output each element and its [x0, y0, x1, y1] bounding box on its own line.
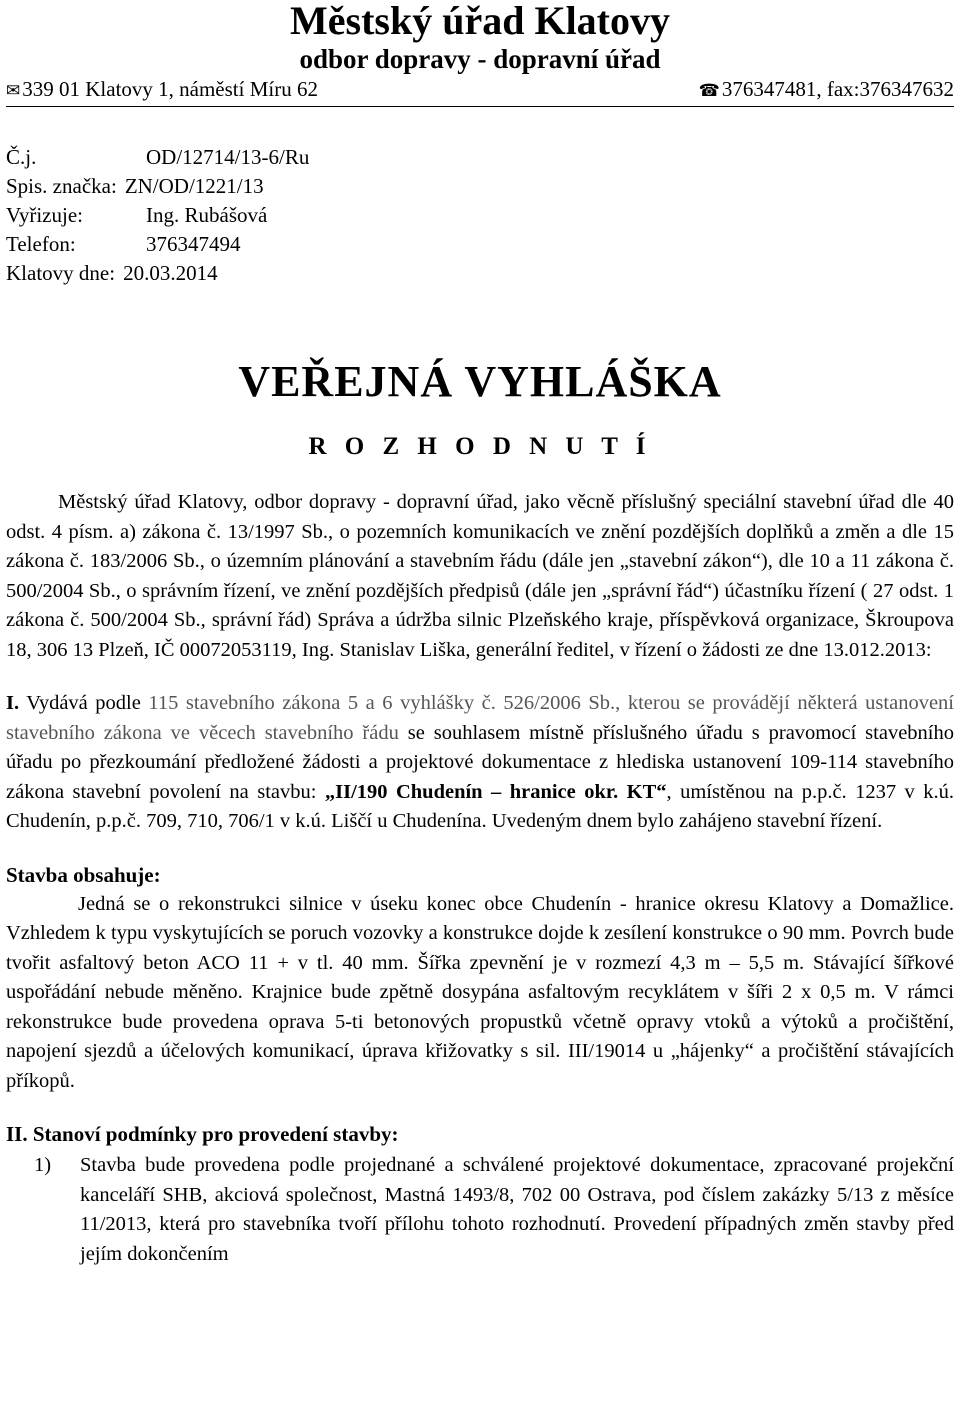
- meta-label: Vyřizuje:: [6, 203, 83, 227]
- meta-label: Spis. značka:: [6, 174, 117, 198]
- meta-label: Č.j.: [6, 145, 37, 169]
- conditions-list: [6, 1151, 954, 1269]
- section-1-paragraph: [6, 689, 954, 837]
- address-block: [6, 76, 318, 104]
- address-text: 339 01 Klatovy 1, náměstí Míru 62: [22, 77, 318, 101]
- document-subtitle: R O Z H O D N U T Í: [308, 433, 652, 460]
- stavba-paragraph: Jedná se o rekonstrukci silnice v úseku konec obce Chudenín - hranice okresu Klatovy a Domažlice. Vzhledem k typu vyskytujících se poruch vozovky a konstrukce dojde k zesílení konstrukce o 90 mm. Povrch bude tvořit asfaltový beton ACO 11 + v tl. 40 mm. Šířka zpevnění je v rozmezí 4,3 m – 5,5 m. Stávající šířkové uspořádání nebude měněno. Krajnice bude zpětně dosypána asfaltovým recyklátem v šíři 2 x 0,5 m. V rámci rekonstrukce bude provedena oprava 5-ti betonových propustků včetně opravy vtoků a výtoků a pročištění, napojení sjezdů a účelových komunikací, úprava křižovatky s sil. III/19014 u „hájenky“ a pročištění stávajících příkopů.: [6, 892, 954, 1092]
- list-item-number: 1): [34, 1154, 52, 1176]
- meta-label: Telefon:: [6, 232, 76, 256]
- meta-row-spis: [6, 172, 954, 201]
- envelope-icon: ✉: [6, 81, 21, 100]
- phone-icon: ☎: [698, 81, 720, 100]
- reference-block: [6, 143, 954, 288]
- section-2-heading: II. Stanoví podmínky pro provedení stavby:: [6, 1122, 399, 1146]
- meta-value: OD/12714/13-6/Ru: [146, 145, 310, 169]
- department-title: odbor dopravy - dopravní úřad: [299, 44, 661, 74]
- meta-row-telefon: [6, 230, 954, 259]
- project-name: „II/190 Chudenín – hranice okr. KT“: [324, 780, 667, 803]
- meta-value: 376347494: [146, 232, 241, 256]
- phone-fax-text: 376347481, fax:376347632: [721, 77, 954, 101]
- project-location: , umístěnou na p.p.č. 1237 v k.ú. Chudenín, p.p.č. 709, 710, 706/1 v k.ú. Liščí u Chudenína. Uvedeným dnem bylo zahájeno stavební řízení.: [6, 780, 954, 832]
- meta-row-vyrizuje: [6, 201, 954, 230]
- meta-row-date: [6, 259, 954, 288]
- section-1-text: se souhlasem místně příslušného úřadu s pravomocí stavebního úřadu po přezkoumání předložené žádosti a projektové dokumentace z hlediska ustanovení 109-114 stavebního zákona stavební povolení na stavbu:: [6, 721, 955, 803]
- section-1-lead: Vydává podle: [26, 692, 141, 714]
- address-line: [6, 76, 954, 107]
- stavba-heading: Stavba obsahuje:: [6, 862, 161, 887]
- meta-value: Ing. Rubášová: [146, 203, 268, 227]
- meta-label: Klatovy dne:: [6, 261, 116, 285]
- intro-paragraph: Městský úřad Klatovy, odbor dopravy - dopravní úřad, jako věcně příslušný speciální stavební úřad dle 40 odst. 4 písm. a) zákona č. 13/1997 Sb., o pozemních komunikacích ve znění pozdějších doplňků a změn a dle 15 zákona č. 183/2006 Sb., o územním plánování a stavebním řádu (dále jen „stavební zákon“), dle 10 a 11 zákona č. 500/2004 Sb., o správním řízení, ve znění pozdějších předpisů (dále jen „správní řád“) účastníku řízení ( 27 odst. 1 zákona č. 500/2004 Sb., správní řád) Správa a údržba silnic Plzeňského kraje, příspěvková organizace, Škroupova 18, 306 13 Plzeň, IČ 00072053119, Ing. Stanislav Liška, generální ředitel, v řízení o žádosti ze dne 13.012.2013:: [6, 491, 954, 661]
- section-1-legal-reference: 115 stavebního zákona 5 a 6 vyhlášky č. 526/2006 Sb., kterou se provádějí některá ustanovení stavebního zákona ve věcech stavebního řádu: [6, 692, 955, 744]
- list-item-text: Stavba bude provedena podle projednané a schválené projektové dokumentace, zpracované projekční kanceláří SHB, akciová společnost, Mastná 1493/8, 702 00 Ostrava, pod číslem zakázky 5/13 z měsíce 11/2013, která pro stavebníka tvoří přílohu tohoto rozhodnutí. Provedení případných změn stavby před jejím dokončením: [80, 1154, 954, 1265]
- list-item: [6, 1151, 954, 1269]
- meta-value: 20.03.2014: [123, 261, 218, 285]
- letterhead: [6, 0, 954, 107]
- office-title: Městský úřad Klatovy: [290, 0, 670, 43]
- document-title: VEŘEJNÁ VYHLÁŠKA: [238, 357, 722, 406]
- meta-value: ZN/OD/1221/13: [124, 174, 264, 198]
- phone-block: [699, 76, 954, 104]
- section-1-marker: I.: [6, 692, 20, 714]
- meta-row-cj: [6, 143, 954, 172]
